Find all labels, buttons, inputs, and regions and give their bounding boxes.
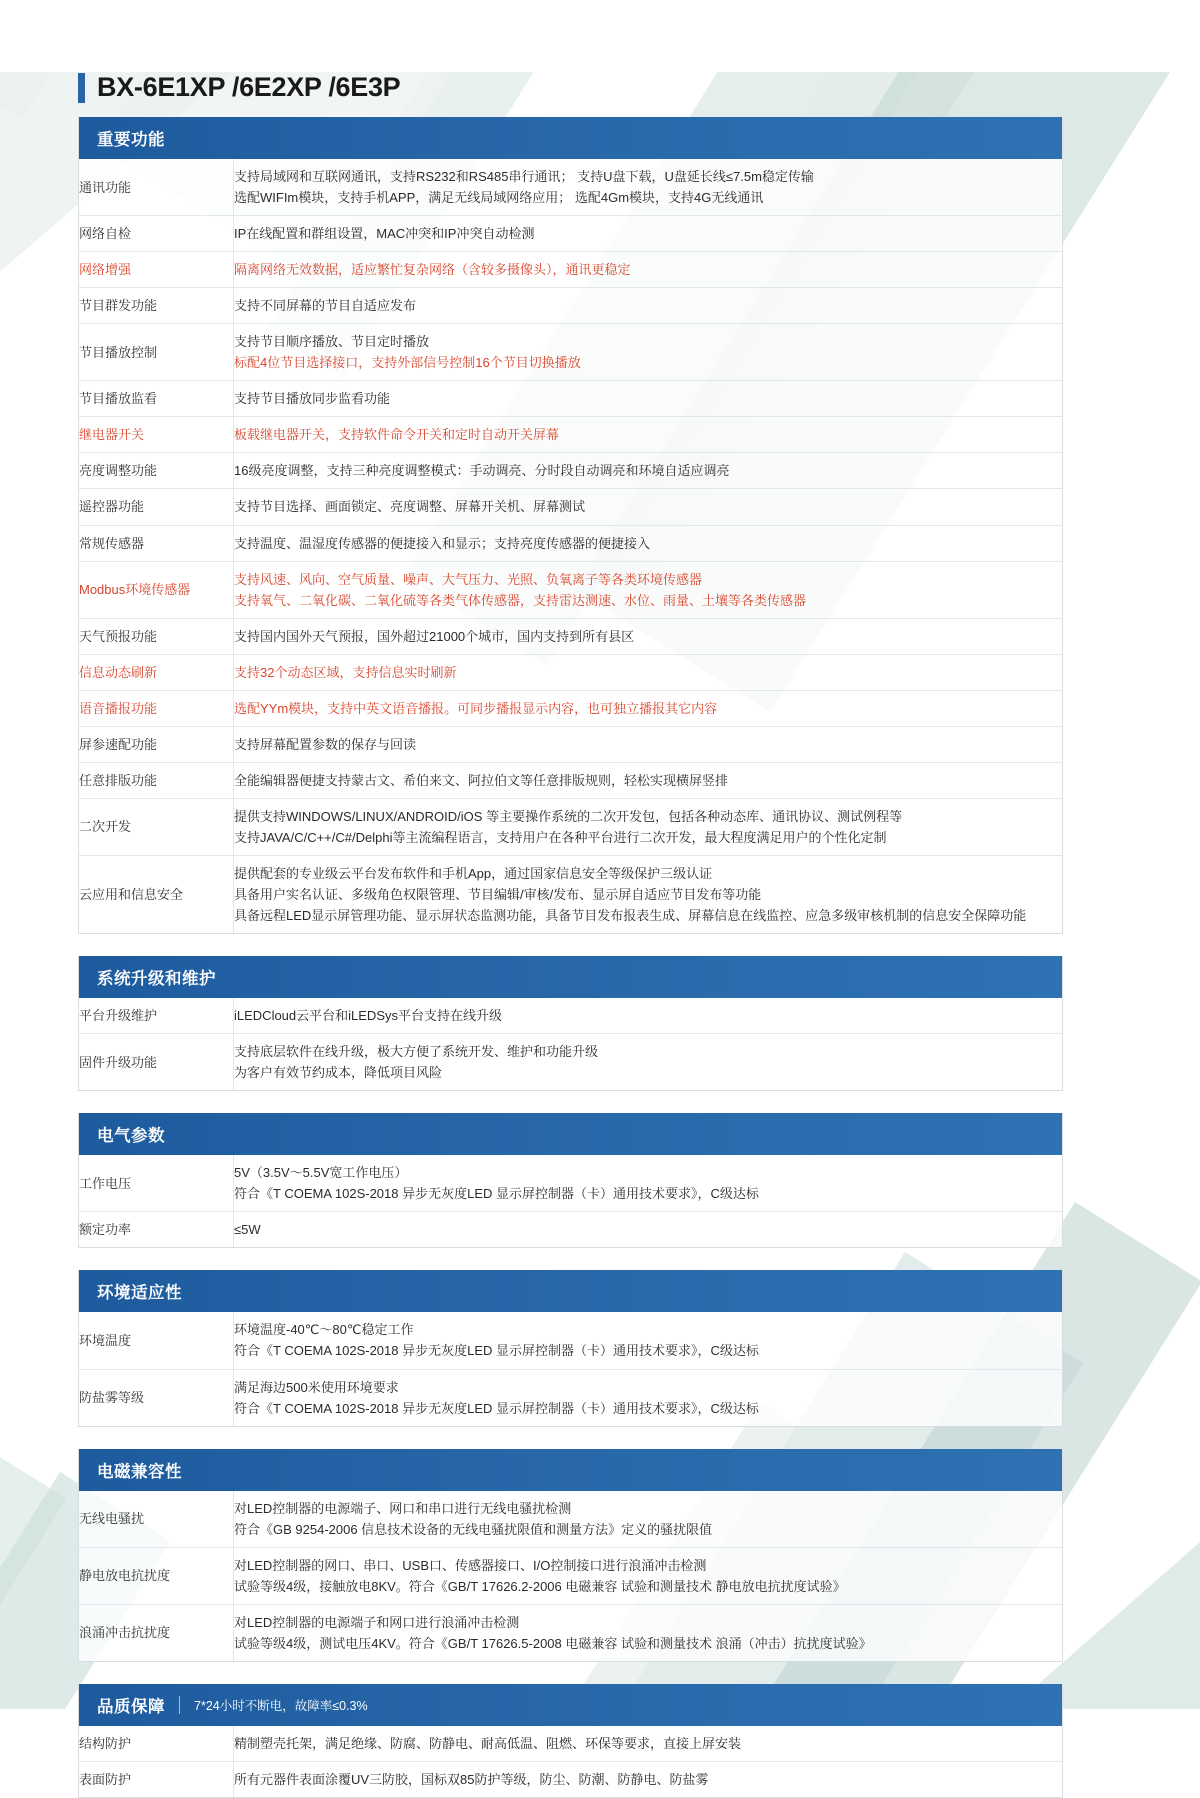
spec-key: 通讯功能 (79, 159, 234, 216)
spec-key: 网络自检 (79, 216, 234, 252)
spec-value (234, 1726, 1063, 1762)
title-text: BX-6E1XP /6E2XP /6E3P (97, 72, 401, 102)
spec-value-line: 提供配套的专业级云平台发布软件和手机App，通过国家信息安全等级保护三级认证 (234, 865, 713, 881)
spec-value-line: 符合《T COEMA 102S-2018 异步无灰度LED 显示屏控制器（卡）通用技术要求》，C级达标 (234, 1343, 759, 1359)
spec-value-line: 支持节目选择、画面锁定、亮度调整、屏幕开关机、屏幕测试 (234, 499, 586, 515)
spec-value-line: iLEDCloud云平台和iLEDSys平台支持在线升级 (234, 1008, 502, 1024)
section-heading-label: 重要功能 (97, 131, 165, 149)
spec-key: 节目群发功能 (79, 288, 234, 324)
spec-value (234, 489, 1063, 525)
spec-key: 无线电骚扰 (79, 1491, 234, 1548)
spec-value-line: 为客户有效节约成本，降低项目风险 (234, 1065, 443, 1081)
spec-value (234, 1212, 1063, 1248)
section-heading-label: 品质保障 (97, 1697, 165, 1716)
spec-key: 天气预报功能 (79, 618, 234, 654)
spec-value-line: 精制塑壳托架，满足绝缘、防腐、防静电、耐高低温、阻燃、环保等要求，直接上屏安装 (234, 1735, 742, 1751)
spec-value-line: 支持国内国外天气预报，国外超过21000个城市，国内支持到所有县区 (234, 628, 635, 644)
spec-key: 继电器开关 (79, 417, 234, 453)
spec-section (78, 1449, 1063, 1662)
spec-section (78, 117, 1063, 934)
spec-value (234, 1761, 1063, 1797)
spec-value-line: 对LED控制器的电源端子和网口进行浪涌冲击检测 (234, 1614, 520, 1630)
spec-key: 额定功率 (79, 1212, 234, 1248)
spec-value (234, 453, 1063, 489)
table-row (79, 216, 1062, 252)
spec-table (79, 159, 1062, 933)
section-heading (79, 956, 1062, 998)
spec-value-line: 板载继电器开关，支持软件命令开关和定时自动开关屏幕 (234, 427, 560, 443)
spec-value-line: 支持32个动态区域，支持信息实时刷新 (234, 664, 457, 680)
spec-key: 平台升级维护 (79, 998, 234, 1034)
spec-value (234, 1369, 1063, 1426)
spec-value-line: 支持风速、风向、空气质量、噪声、大气压力、光照、负氧离子等各类环境传感器 (234, 571, 703, 587)
spec-key: 防盐雾等级 (79, 1369, 234, 1426)
spec-table (79, 1312, 1062, 1425)
spec-table (79, 998, 1062, 1090)
spec-key: 二次开发 (79, 798, 234, 855)
table-row (79, 1761, 1062, 1797)
table-row (79, 1034, 1062, 1091)
section-heading-note: 7*24小时不断电，故障率≤0.3% (179, 1696, 368, 1714)
spec-key: 屏参速配功能 (79, 726, 234, 762)
spec-value-line: 提供支持WINDOWS/LINUX/ANDROID/iOS 等主要操作系统的二次开发包，包括各种动态库、通讯协议、测试例程等 (234, 808, 903, 824)
spec-table (79, 1155, 1062, 1247)
table-row (79, 618, 1062, 654)
table-row (79, 798, 1062, 855)
spec-value (234, 288, 1063, 324)
table-row (79, 1726, 1062, 1762)
table-row (79, 525, 1062, 561)
spec-key: 信息动态刷新 (79, 654, 234, 690)
spec-value-line: 5V（3.5V～5.5V宽工作电压） (234, 1165, 408, 1181)
section-heading-label: 电磁兼容性 (97, 1462, 182, 1481)
spec-value (234, 726, 1063, 762)
spec-value (234, 618, 1063, 654)
spec-value-line: 选配YYm模块，支持中英文语音播报。可同步播报显示内容，也可独立播报其它内容 (234, 700, 718, 716)
spec-value (234, 417, 1063, 453)
spec-value-line: 16级亮度调整，支持三种亮度调整模式：手动调亮、分时段自动调亮和环境自适应调亮 (234, 463, 730, 479)
spec-value-line: 全能编辑器便捷支持蒙古文、希伯来文、阿拉伯文等任意排版规则，轻松实现横屏竖排 (234, 772, 729, 788)
spec-value (234, 252, 1063, 288)
spec-sheet-page (0, 72, 1200, 1798)
spec-value (234, 1034, 1063, 1091)
spec-value-line: 具备用户实名认证、多级角色权限管理、节目编辑/审核/发布、显示屏自适应节目发布等功能 (234, 887, 762, 903)
spec-value (234, 798, 1063, 855)
section-heading-label: 电气参数 (97, 1127, 165, 1146)
section-heading-label: 环境适应性 (97, 1284, 182, 1303)
spec-value (234, 654, 1063, 690)
spec-key: 环境温度 (79, 1312, 234, 1369)
table-row (79, 381, 1062, 417)
section-heading (79, 1270, 1062, 1312)
table-row (79, 1604, 1062, 1661)
spec-value-line: 选配WIFIm模块，支持手机APP，满足无线局域网络应用； 选配4Gm模块，支持4G无线通讯 (234, 190, 764, 206)
spec-key: 工作电压 (79, 1155, 234, 1212)
spec-key: 遥控器功能 (79, 489, 234, 525)
section-heading (79, 117, 1062, 159)
title-accent-bar (78, 73, 85, 103)
spec-value (234, 1155, 1063, 1212)
section-heading-label: 系统升级和维护 (97, 970, 216, 989)
spec-value (234, 525, 1063, 561)
table-row (79, 1312, 1062, 1369)
spec-table (79, 1726, 1062, 1797)
spec-value-line: 符合《T COEMA 102S-2018 异步无灰度LED 显示屏控制器（卡）通用技术要求》，C级达标 (234, 1186, 759, 1202)
spec-value-line: 支持温度、温湿度传感器的便捷接入和显示；支持亮度传感器的便捷接入 (234, 535, 651, 551)
spec-value (234, 1604, 1063, 1661)
spec-value-line: 满足海边500米使用环境要求 (234, 1379, 399, 1395)
spec-value-line: 标配4位节目选择接口，支持外部信号控制16个节目切换播放 (234, 355, 581, 371)
table-row (79, 1155, 1062, 1212)
spec-value (234, 690, 1063, 726)
spec-section (78, 1684, 1063, 1798)
spec-value-line: 具备远程LED显示屏管理功能、显示屏状态监测功能，具备节目发布报表生成、屏幕信息在线监控、应急多级审核机制的信息安全保障功能 (234, 908, 1027, 924)
spec-key: 网络增强 (79, 252, 234, 288)
table-row (79, 1212, 1062, 1248)
table-row (79, 561, 1062, 618)
spec-value-line: 对LED控制器的网口、串口、USB口、传感器接口、I/O控制接口进行浪涌冲击检测 (234, 1557, 707, 1573)
spec-value-line: 试验等级4级，接触放电8KV。符合《GB/T 17626.2-2006 电磁兼容 试验和测量技术 静电放电抗扰度试验》 (234, 1578, 846, 1594)
spec-value (234, 324, 1063, 381)
spec-key: 常规传感器 (79, 525, 234, 561)
table-row (79, 762, 1062, 798)
spec-key: 浪涌冲击抗扰度 (79, 1604, 234, 1661)
table-row (79, 324, 1062, 381)
spec-key: 云应用和信息安全 (79, 855, 234, 933)
spec-value-line: 支持JAVA/C/C++/C#/Delphi等主流编程语言，支持用户在各种平台进行二次开发，最大程度满足用户的个性化定制 (234, 829, 887, 845)
spec-key: Modbus环境传感器 (79, 561, 234, 618)
spec-value-line: 支持屏幕配置参数的保存与回读 (234, 736, 417, 752)
spec-sections (0, 117, 1200, 1798)
spec-value (234, 381, 1063, 417)
table-row (79, 1369, 1062, 1426)
table-row (79, 855, 1062, 933)
spec-value-line: 支持局域网和互联网通讯，支持RS232和RS485串行通讯； 支持U盘下载，U盘延长线≤7.5m稳定传输 (234, 169, 814, 184)
table-row (79, 1547, 1062, 1604)
spec-key: 表面防护 (79, 1761, 234, 1797)
table-row (79, 489, 1062, 525)
spec-key: 节目播放控制 (79, 324, 234, 381)
spec-value-line: ≤5W (234, 1222, 261, 1238)
section-heading (79, 1684, 1062, 1726)
table-row (79, 417, 1062, 453)
spec-value-line: 符合《GB 9254-2006 信息技术设备的无线电骚扰限值和测量方法》定义的骚扰限值 (234, 1521, 713, 1537)
spec-value-line: 符合《T COEMA 102S-2018 异步无灰度LED 显示屏控制器（卡）通用技术要求》，C级达标 (234, 1400, 759, 1416)
table-row (79, 654, 1062, 690)
table-row (79, 690, 1062, 726)
spec-value (234, 855, 1063, 933)
spec-value-line: 支持节目顺序播放、节目定时播放 (234, 334, 430, 350)
spec-value-line: 对LED控制器的电源端子、网口和串口进行无线电骚扰检测 (234, 1500, 572, 1516)
table-row (79, 1491, 1062, 1548)
section-heading (79, 1449, 1062, 1491)
spec-value (234, 762, 1063, 798)
spec-value-line: 隔离网络无效数据，适应繁忙复杂网络（含较多摄像头），通讯更稳定 (234, 262, 631, 278)
spec-value (234, 216, 1063, 252)
spec-section (78, 1113, 1063, 1248)
spec-value (234, 998, 1063, 1034)
spec-key: 固件升级功能 (79, 1034, 234, 1091)
spec-key: 亮度调整功能 (79, 453, 234, 489)
spec-value (234, 561, 1063, 618)
spec-table (79, 1491, 1062, 1661)
spec-key: 语音播报功能 (79, 690, 234, 726)
spec-value-line: 支持不同屏幕的节目自适应发布 (234, 298, 417, 314)
spec-value (234, 1312, 1063, 1369)
table-row (79, 252, 1062, 288)
spec-key: 静电放电抗扰度 (79, 1547, 234, 1604)
spec-value-line: IP在线配置和群组设置，MAC冲突和IP冲突自动检测 (234, 226, 535, 242)
table-row (79, 998, 1062, 1034)
spec-value-line: 支持氧气、二氧化碳、二氧化硫等各类气体传感器，支持雷达测速、水位、雨量、土壤等各类传感器 (234, 592, 807, 608)
spec-value (234, 1491, 1063, 1548)
table-row (79, 726, 1062, 762)
table-row (79, 453, 1062, 489)
spec-value-line: 环境温度-40℃～80℃稳定工作 (234, 1322, 414, 1338)
page-title (78, 72, 1200, 103)
spec-value-line: 支持节目播放同步监看功能 (234, 391, 391, 407)
spec-value (234, 159, 1063, 216)
spec-value-line: 所有元器件表面涂覆UV三防胶，国标双85防护等级，防尘、防潮、防静电、防盐雾 (234, 1771, 709, 1787)
table-row (79, 159, 1062, 216)
spec-value (234, 1547, 1063, 1604)
spec-value-line: 支持底层软件在线升级，极大方便了系统开发、维护和功能升级 (234, 1044, 599, 1060)
spec-section (78, 1270, 1063, 1426)
spec-key: 结构防护 (79, 1726, 234, 1762)
section-heading (79, 1113, 1062, 1155)
spec-value-line: 试验等级4级，测试电压4KV。符合《GB/T 17626.5-2008 电磁兼容 试验和测量技术 浪涌（冲击）抗扰度试验》 (234, 1635, 872, 1651)
spec-section (78, 956, 1063, 1091)
spec-key: 任意排版功能 (79, 762, 234, 798)
spec-key: 节目播放监看 (79, 381, 234, 417)
table-row (79, 288, 1062, 324)
